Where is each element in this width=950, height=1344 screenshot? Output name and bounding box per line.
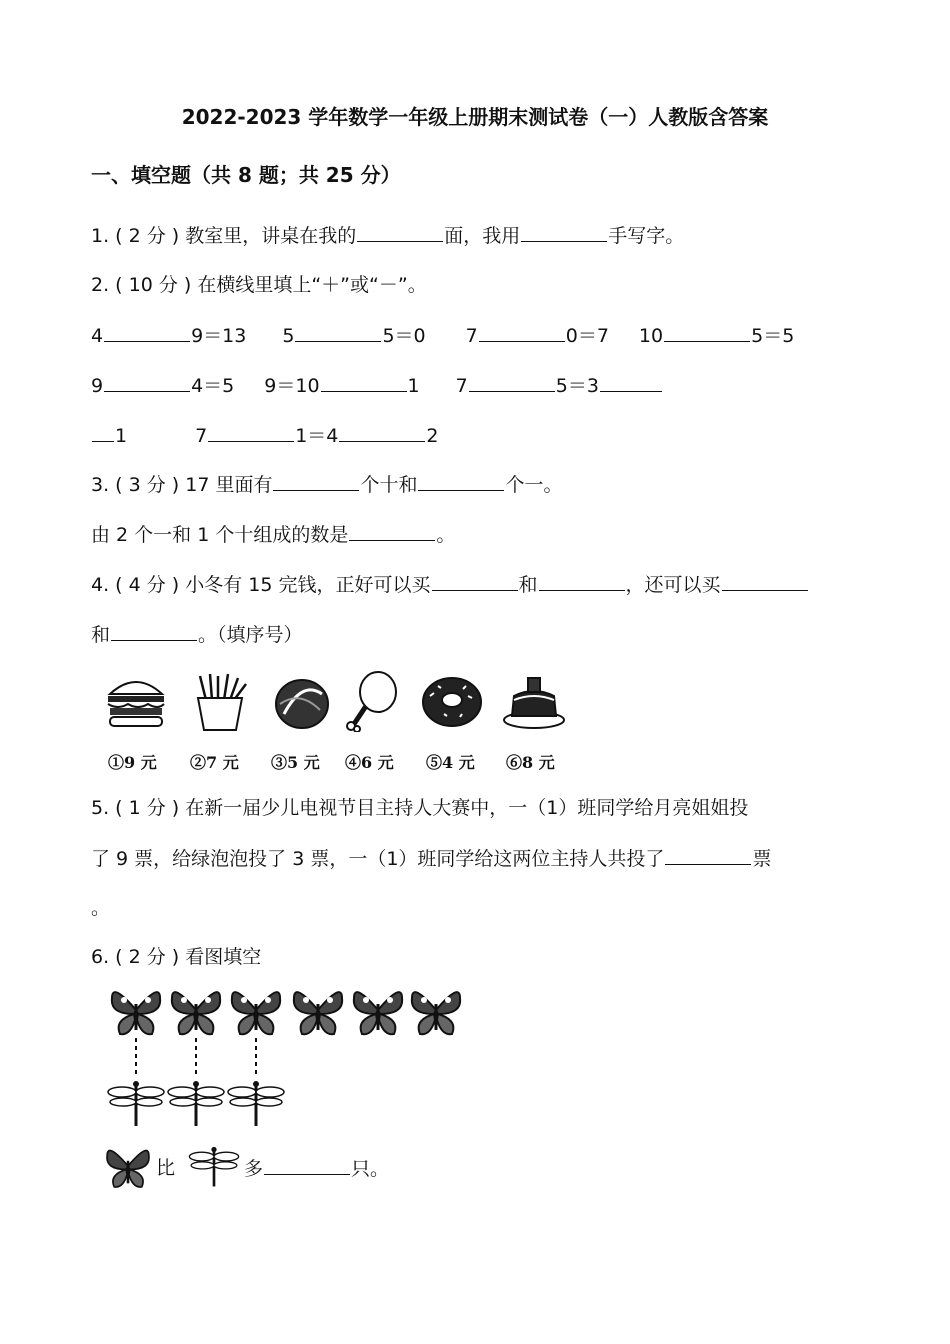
q2-num: 7	[195, 425, 208, 447]
question-3-line2	[91, 522, 455, 547]
answer-blank[interactable]	[418, 472, 504, 491]
q2-num: 5＝5	[751, 325, 795, 347]
q2-num: 1	[407, 375, 420, 397]
price-label: ①9 元	[108, 753, 157, 772]
q4-and: 和	[518, 574, 538, 596]
butterfly-icon	[412, 992, 460, 1034]
price-label: ③5 元	[271, 753, 320, 772]
butterfly-icon	[100, 1140, 156, 1192]
dragonfly-icon	[168, 1081, 224, 1126]
question-5-line3: 。	[91, 897, 111, 919]
q6-suffix: 只。	[351, 1158, 390, 1180]
question-5-line2	[91, 846, 771, 871]
answer-blank[interactable]	[339, 423, 425, 442]
answer-blank[interactable]	[722, 572, 808, 591]
price-label: ④6 元	[345, 753, 394, 772]
q1-text: 1. ( 2 分 ) 教室里，讲桌在我的	[91, 225, 357, 247]
q2-row1	[91, 323, 794, 348]
answer-blank[interactable]	[665, 846, 751, 865]
taco-icon	[270, 670, 334, 732]
section-heading: 一、填空题（共 8 题；共 25 分）	[91, 163, 401, 187]
drumstick-icon	[342, 670, 406, 732]
compare-duo: 多	[244, 1158, 264, 1180]
q4-mid: ，还可以买	[625, 574, 721, 596]
q4-suffix: 。（填序号）	[198, 624, 303, 646]
question-6: 6. ( 2 分 ) 看图填空	[91, 946, 262, 968]
q2-num: 7	[465, 325, 478, 347]
q2-num: 5＝3	[555, 375, 599, 397]
q2-num: 4＝5	[191, 375, 235, 397]
q5-suffix: 票	[752, 848, 772, 870]
dragonfly-icon	[108, 1081, 164, 1126]
q3-text: 3. ( 3 分 ) 17 里面有	[91, 474, 273, 496]
question-5: 5. ( 1 分 ) 在新一届少儿电视节目主持人大赛中，一（1）班同学给月亮姐姐投	[91, 797, 749, 819]
q4-text: 4. ( 4 分 ) 小冬有 15 完钱，正好可以买	[91, 574, 431, 596]
q2-num: 4	[91, 325, 104, 347]
butterfly-dragonfly-figure	[100, 980, 470, 1130]
q3-mid: 个十和	[360, 474, 418, 496]
question-4-line2	[91, 622, 303, 647]
answer-blank[interactable]	[600, 373, 662, 392]
q5-text: 了 9 票，给绿泡泡投了 3 票，一（1）班同学给这两位主持人共投了	[91, 848, 665, 870]
dragonfly-icon	[228, 1081, 284, 1126]
q2-num: 9	[91, 375, 104, 397]
q2-num: 10	[638, 325, 664, 347]
answer-blank[interactable]	[92, 423, 114, 442]
cake-icon	[502, 670, 566, 732]
q3-suffix: 个一。	[505, 474, 563, 496]
q2-num: 7	[455, 375, 468, 397]
q2-num: 5	[282, 325, 295, 347]
q2-row2	[91, 373, 663, 398]
fries-icon	[188, 670, 252, 732]
donut-icon	[420, 670, 484, 732]
butterfly-icon	[112, 992, 160, 1034]
q2-num: 0＝7	[565, 325, 609, 347]
answer-blank[interactable]	[273, 472, 359, 491]
q3-line2-suffix: 。	[436, 524, 456, 546]
q2-num: 9＝13	[191, 325, 247, 347]
q1-mid: 面，我用	[444, 225, 521, 247]
q4-and: 和	[91, 624, 111, 646]
dragonfly-icon	[186, 1146, 242, 1190]
q2-row3	[91, 423, 438, 448]
butterfly-icon	[232, 992, 280, 1034]
price-label: ⑤4 元	[426, 753, 475, 772]
price-label: ⑥8 元	[506, 753, 555, 772]
answer-blank[interactable]	[104, 373, 190, 392]
answer-blank[interactable]	[349, 522, 435, 541]
answer-blank[interactable]	[295, 323, 381, 342]
answer-blank[interactable]	[321, 373, 407, 392]
butterfly-icon	[354, 992, 402, 1034]
answer-blank[interactable]	[521, 223, 607, 242]
compare-bi: 比	[156, 1157, 176, 1179]
price-label: ②7 元	[190, 753, 239, 772]
answer-blank[interactable]	[664, 323, 750, 342]
compare-duo-line	[244, 1156, 389, 1181]
question-4	[91, 572, 809, 597]
q2-num: 9＝10	[264, 375, 320, 397]
question-1	[91, 223, 684, 248]
answer-blank[interactable]	[104, 323, 190, 342]
answer-blank[interactable]	[111, 622, 197, 641]
q2-num: 2	[426, 425, 439, 447]
butterfly-icon	[172, 992, 220, 1034]
answer-blank[interactable]	[208, 423, 294, 442]
page-title: 2022-2023 学年数学一年级上册期末测试卷（一）人教版含答案	[181, 105, 769, 129]
q3-line2: 由 2 个一和 1 个十组成的数是	[91, 524, 349, 546]
hamburger-icon	[104, 670, 168, 732]
answer-blank[interactable]	[432, 572, 518, 591]
butterfly-icon	[294, 992, 342, 1034]
answer-blank[interactable]	[357, 223, 443, 242]
q2-num: 5＝0	[382, 325, 426, 347]
q2-num: 1	[115, 425, 128, 447]
answer-blank[interactable]	[264, 1156, 350, 1175]
answer-blank[interactable]	[479, 323, 565, 342]
q1-suffix: 手写字。	[608, 225, 685, 247]
answer-blank[interactable]	[539, 572, 625, 591]
q2-num: 1＝4	[295, 425, 339, 447]
question-3	[91, 472, 563, 497]
answer-blank[interactable]	[469, 373, 555, 392]
question-2: 2. ( 10 分 ) 在横线里填上“＋”或“－”。	[91, 274, 427, 296]
